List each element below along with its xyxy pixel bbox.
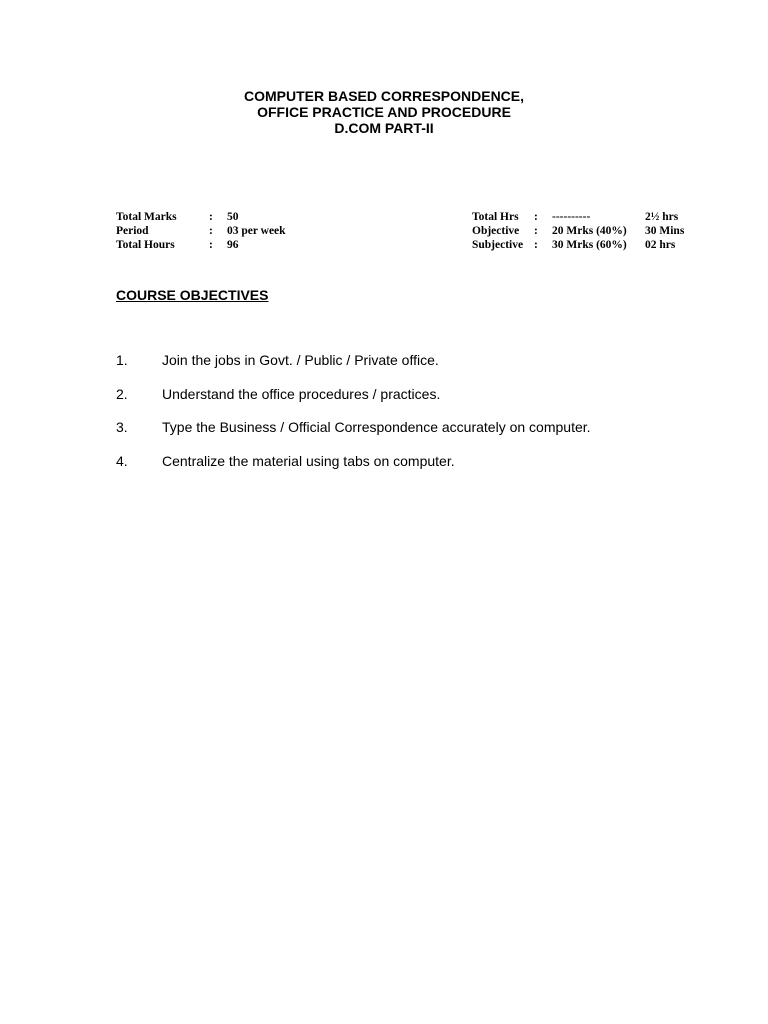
meta-separator: : (534, 239, 538, 251)
list-item-number: 4. (116, 452, 128, 469)
list-item-text: Join the jobs in Govt. / Public / Private office. (162, 352, 439, 368)
list-item-text: Understand the office procedures / practices. (162, 385, 441, 402)
meta-duration: 30 Mins (645, 225, 685, 237)
meta-row-objective (472, 224, 705, 238)
meta-label: Objective (472, 225, 520, 237)
meta-label: Subjective (472, 239, 524, 251)
list-item-text: Type the Business / Official Correspondence accurately on computer. (162, 419, 591, 435)
list-item-number: 1. (116, 352, 128, 368)
marks-info-right (472, 210, 705, 252)
meta-value: 96 (227, 239, 239, 251)
meta-separator: : (534, 211, 538, 223)
meta-separator: : (209, 211, 213, 223)
meta-value: ---------- (552, 211, 591, 223)
title-line-3: D.COM PART-II (334, 120, 434, 136)
meta-label: Period (116, 225, 149, 237)
title-line-2: OFFICE PRACTICE AND PROCEDURE (257, 104, 511, 120)
meta-value: 20 Mrks (40%) (552, 225, 627, 237)
meta-label: Total Hours (116, 239, 175, 251)
list-item-text: Centralize the material using tabs on computer. (162, 452, 455, 469)
list-item (116, 386, 716, 420)
meta-value: 50 (227, 211, 239, 223)
list-item (116, 419, 716, 453)
course-objectives-list (116, 352, 716, 486)
meta-duration: 02 hrs (645, 239, 676, 251)
meta-separator: : (209, 239, 213, 251)
meta-value: 30 Mrks (60%) (552, 239, 627, 251)
meta-separator: : (209, 225, 213, 237)
meta-separator: : (534, 225, 538, 237)
list-item (116, 453, 716, 487)
meta-row-period (116, 224, 347, 238)
list-item (116, 352, 716, 386)
document-title (0, 88, 768, 136)
meta-row-total-marks (116, 210, 347, 224)
title-line-1: COMPUTER BASED CORRESPONDENCE, (243, 88, 525, 104)
meta-value: 03 per week (227, 225, 286, 237)
meta-row-subjective (472, 238, 705, 252)
list-item-number: 2. (116, 385, 128, 402)
course-objectives-heading: COURSE OBJECTIVES (116, 287, 269, 303)
meta-duration: 2½ hrs (645, 211, 679, 223)
list-item-number: 3. (116, 419, 128, 435)
meta-row-total-hrs (472, 210, 705, 224)
meta-row-total-hours (116, 238, 347, 252)
marks-info-left (116, 210, 347, 252)
meta-label: Total Marks (116, 211, 177, 223)
meta-label: Total Hrs (472, 211, 519, 223)
